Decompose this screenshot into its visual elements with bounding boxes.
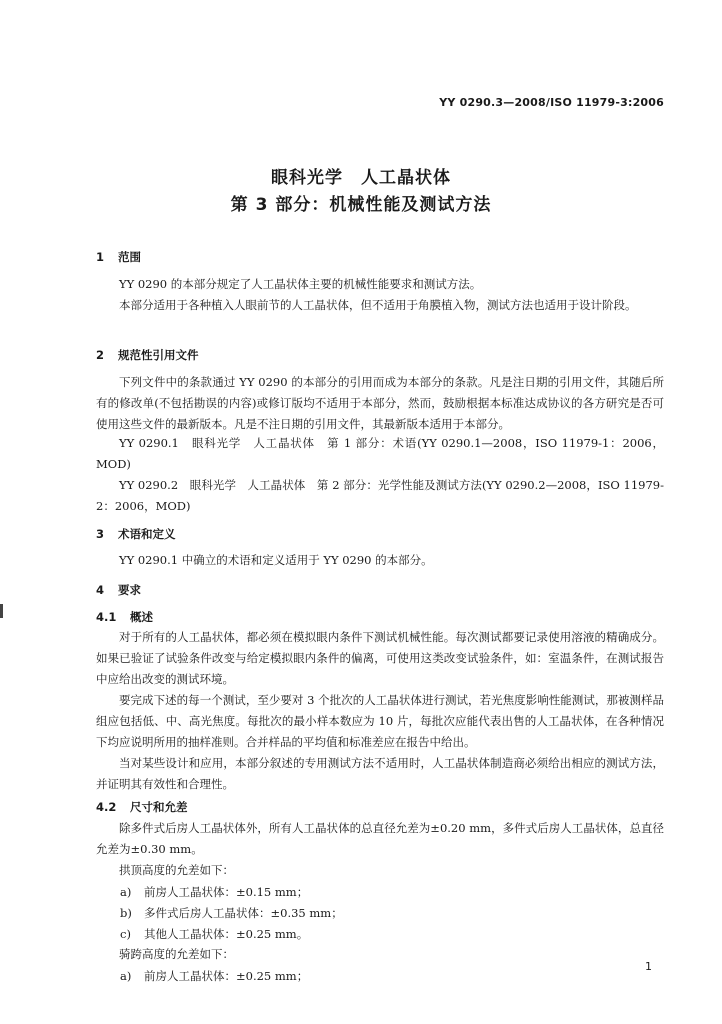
section-1-heading <box>96 249 141 265</box>
section-4-2-paragraph-3: 骑跨高度的允差如下： <box>119 947 234 961</box>
section-1-paragraph-1: YY 0290 的本部分规定了人工晶状体主要的机械性能要求和测试方法。 <box>119 277 482 291</box>
section-title: 尺寸和允差 <box>130 800 188 814</box>
section-2-paragraph-1: 下列文件中的条款通过 YY 0290 的本部分的引用而成为本部分的条款。凡是注日期的引用文件，其随后所有的修改单(不包括勘误的内容)或修订版均不适用于本部分，然而，鼓励根据本标准达成协议的各方研究是否可使用这些文件的最新版本。凡是不注日期的引用文件，其最新版本适用于本部分。 <box>96 375 664 431</box>
section-number: 4.1 <box>96 610 117 624</box>
section-3-heading <box>96 526 176 542</box>
list-item-label: c) <box>120 927 131 941</box>
section-4-2-paragraph-1: 除多件式后房人工晶状体外，所有人工晶状体的总直径允差为±0.20 mm，多件式后房人工晶状体，总直径允差为±0.30 mm。 <box>96 821 664 856</box>
list-item-label: a) <box>120 885 132 899</box>
normative-reference-1: YY 0290.1 眼科光学 人工晶状体 第 1 部分：术语(YY 0290.1—2008，ISO 11979-1：2006，MOD) <box>96 436 664 471</box>
section-number: 4.2 <box>96 800 117 814</box>
section-4-1-heading <box>96 609 153 625</box>
section-number: 4 <box>96 583 105 597</box>
section-4-2-paragraph-2: 拱顶高度的允差如下： <box>119 863 234 877</box>
section-number: 2 <box>96 348 105 362</box>
section-number: 3 <box>96 527 105 541</box>
list-item-text: 前房人工晶状体：±0.15 mm； <box>144 885 309 899</box>
scan-margin-mark <box>0 604 3 618</box>
section-title: 概述 <box>130 610 153 624</box>
list-item <box>120 926 308 942</box>
document-title-line2: 第 3 部分：机械性能及测试方法 <box>230 195 492 215</box>
section-1-paragraph-2: 本部分适用于各种植入人眼前节的人工晶状体，但不适用于角膜植入物，测试方法也适用于设计阶段。 <box>119 298 637 312</box>
section-title: 范围 <box>118 250 141 264</box>
list-item-text: 前房人工晶状体：±0.25 mm； <box>144 969 309 983</box>
standard-number: YY 0290.3—2008/ISO 11979-3:2006 <box>439 96 664 109</box>
section-3-paragraph-1: YY 0290.1 中确立的术语和定义适用于 YY 0290 的本部分。 <box>119 553 433 567</box>
section-4-heading <box>96 582 141 598</box>
section-4-1-paragraph-2: 要完成下述的每一个测试，至少要对 3 个批次的人工晶状体进行测试，若光焦度影响性能测试，那被测样品组应包括低、中、高光焦度。每批次的最小样本数应为 10 片，每批次应能代表出售的人工晶状体，在各种情况下均应说明所用的抽样准则。合并样品的平均值和标准差应在报告中给出。 <box>96 693 664 749</box>
list-item <box>120 968 308 984</box>
section-4-1-paragraph-3: 当对某些设计和应用，本部分叙述的专用测试方法不适用时，人工晶状体制造商必须给出相应的测试方法，并证明其有效性和合理性。 <box>96 756 664 791</box>
section-title: 术语和定义 <box>118 527 176 541</box>
section-title: 规范性引用文件 <box>118 348 199 362</box>
normative-reference-2: YY 0290.2 眼科光学 人工晶状体 第 2 部分：光学性能及测试方法(YY 0290.2—2008，ISO 11979-2：2006，MOD) <box>96 478 664 513</box>
section-2-heading <box>96 347 199 363</box>
page-number: 1 <box>645 960 652 973</box>
list-item-label: b) <box>120 906 132 920</box>
list-item-text: 多件式后房人工晶状体：±0.35 mm； <box>144 906 343 920</box>
document-title-line1: 眼科光学 人工晶状体 <box>271 168 451 188</box>
list-item <box>120 884 308 900</box>
section-number: 1 <box>96 250 105 264</box>
section-4-1-paragraph-1: 对于所有的人工晶状体，都必须在模拟眼内条件下测试机械性能。每次测试都要记录使用溶液的精确成分。如果已验证了试验条件改变与给定模拟眼内条件的偏离，可使用这类改变试验条件，如：室温条件，在测试报告中应给出改变的测试环境。 <box>96 630 664 686</box>
list-item <box>120 905 343 921</box>
list-item-text: 其他人工晶状体：±0.25 mm。 <box>144 927 309 941</box>
list-item-label: a) <box>120 969 132 983</box>
section-4-2-heading <box>96 799 188 815</box>
section-title: 要求 <box>118 583 141 597</box>
